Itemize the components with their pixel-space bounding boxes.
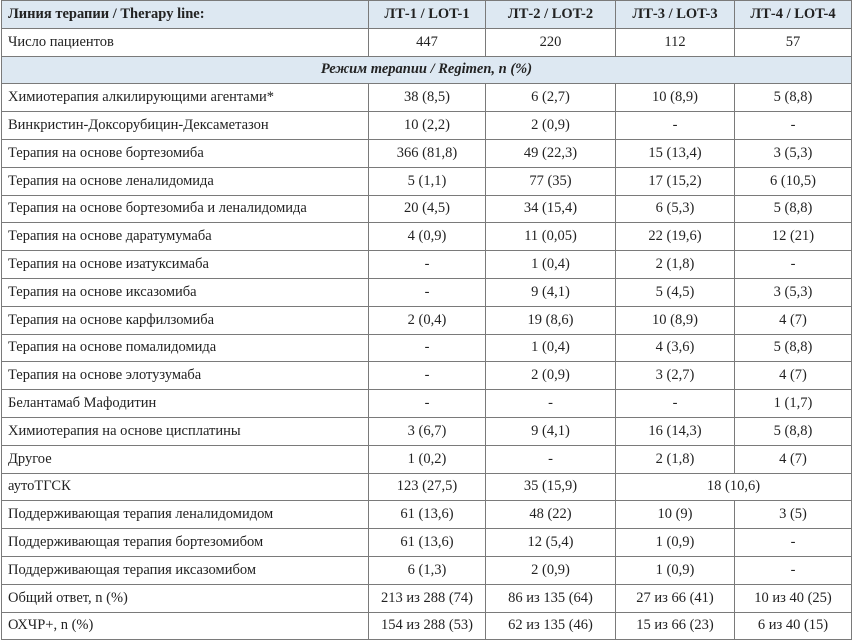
table-row [2,334,852,362]
row-value-lot-3: 17 (15,2) [616,167,735,195]
row-label: Поддерживающая терапия леналидомидом [2,501,369,529]
section-title: Режим терапии / Regimen, n (%) [2,56,852,84]
row-value-lot-4: 10 из 40 (25) [735,584,852,612]
row-value-lot-4: 5 (8,8) [735,417,852,445]
row-value-lot-3: 4 (3,6) [616,334,735,362]
table-row [2,112,852,140]
row-value-lot-4: - [735,112,852,140]
header-lot-1: ЛТ-1 / LOT-1 [369,1,486,29]
row-value-lot-4: - [735,556,852,584]
header-lot-2: ЛТ-2 / LOT-2 [486,1,616,29]
row-value-lot-3: - [616,390,735,418]
row-value-lot-4: 6 из 40 (15) [735,612,852,640]
row-value-lot-3: 15 (13,4) [616,139,735,167]
patients-lot-1: 447 [369,28,486,56]
row-value-lot-4: - [735,251,852,279]
table-row [2,306,852,334]
row-label: Общий ответ, n (%) [2,584,369,612]
patients-lot-3: 112 [616,28,735,56]
row-value-lot-2: 1 (0,4) [486,334,616,362]
header-lot-3: ЛТ-3 / LOT-3 [616,1,735,29]
row-value-lot-2: 6 (2,7) [486,84,616,112]
therapy-lines-table [1,0,852,640]
row-value-lot-3: 10 (8,9) [616,306,735,334]
row-label: Терапия на основе помалидомида [2,334,369,362]
row-value-lot-3: 5 (4,5) [616,278,735,306]
row-label: Другое [2,445,369,473]
row-value-lot-1: - [369,278,486,306]
patients-row [2,28,852,56]
header-label: Линия терапии / Therapy line: [2,1,369,29]
row-value-lot-2: 62 из 135 (46) [486,612,616,640]
row-label: Винкристин-Доксорубицин-Дексаметазон [2,112,369,140]
row-value-lot-2: 2 (0,9) [486,362,616,390]
row-value-lot-1: 2 (0,4) [369,306,486,334]
row-value-lot-1: 3 (6,7) [369,417,486,445]
row-value-lot-4: 4 (7) [735,362,852,390]
row-value-lot-3: 15 из 66 (23) [616,612,735,640]
row-label: Терапия на основе бортезомиба [2,139,369,167]
row-value-lot-2: 9 (4,1) [486,417,616,445]
row-value-lot-3: 1 (0,9) [616,529,735,557]
row-value-lot-1: 20 (4,5) [369,195,486,223]
row-value-lot-1: 1 (0,2) [369,445,486,473]
row-value-lot-4: 4 (7) [735,306,852,334]
row-value-lot-3: 2 (1,8) [616,445,735,473]
row-value-lot-3: 2 (1,8) [616,251,735,279]
row-value-lot-2: 49 (22,3) [486,139,616,167]
row-value-lot-4: 3 (5) [735,501,852,529]
section-row [2,56,852,84]
table-row [2,390,852,418]
row-value-lot-4: 3 (5,3) [735,278,852,306]
row-value-lot-1: 213 из 288 (74) [369,584,486,612]
row-value-lot-4: 4 (7) [735,445,852,473]
table-row [2,195,852,223]
row-value-lot-4: 6 (10,5) [735,167,852,195]
row-value-lot-4: 5 (8,8) [735,334,852,362]
table-row [2,501,852,529]
row-value-lot-1: 10 (2,2) [369,112,486,140]
table-row [2,584,852,612]
row-value-lot-4: 12 (21) [735,223,852,251]
row-value-lot-2: 2 (0,9) [486,112,616,140]
row-value-lot-2: 35 (15,9) [486,473,616,501]
row-value-lot-2: 1 (0,4) [486,251,616,279]
table-row [2,529,852,557]
table-row [2,84,852,112]
patients-lot-2: 220 [486,28,616,56]
table-row [2,278,852,306]
table-row [2,251,852,279]
row-value-lot-3: 16 (14,3) [616,417,735,445]
row-value-lot-1: - [369,362,486,390]
row-value-lot-1: 6 (1,3) [369,556,486,584]
row-label: Терапия на основе даратумумаба [2,223,369,251]
header-lot-4: ЛТ-4 / LOT-4 [735,1,852,29]
row-value-lot-2: 19 (8,6) [486,306,616,334]
table-row [2,362,852,390]
row-value-lot-1: 4 (0,9) [369,223,486,251]
patients-lot-4: 57 [735,28,852,56]
row-label: аутоТГСК [2,473,369,501]
row-value-lot-1: 38 (8,5) [369,84,486,112]
row-value-lot-1: 123 (27,5) [369,473,486,501]
row-value-lot-2: 86 из 135 (64) [486,584,616,612]
row-value-lot-2: 77 (35) [486,167,616,195]
row-value-lot-3-4: 18 (10,6) [616,473,852,501]
row-value-lot-3: 3 (2,7) [616,362,735,390]
table-row [2,417,852,445]
table-row [2,223,852,251]
row-label: Белантамаб Мафодитин [2,390,369,418]
row-value-lot-3: - [616,112,735,140]
table-row [2,612,852,640]
row-value-lot-2: 34 (15,4) [486,195,616,223]
row-value-lot-4: - [735,529,852,557]
row-label: Терапия на основе леналидомида [2,167,369,195]
table-row [2,167,852,195]
row-value-lot-1: - [369,251,486,279]
row-value-lot-1: 366 (81,8) [369,139,486,167]
row-value-lot-3: 6 (5,3) [616,195,735,223]
row-label: ОХЧР+, n (%) [2,612,369,640]
row-value-lot-4: 3 (5,3) [735,139,852,167]
row-label: Терапия на основе элотузумаба [2,362,369,390]
row-label: Поддерживающая терапия иксазомибом [2,556,369,584]
row-value-lot-3: 10 (8,9) [616,84,735,112]
row-value-lot-3: 10 (9) [616,501,735,529]
row-value-lot-4: 5 (8,8) [735,84,852,112]
row-value-lot-1: 61 (13,6) [369,501,486,529]
row-label: Терапия на основе изатуксимаба [2,251,369,279]
header-row [2,1,852,29]
patients-label: Число пациентов [2,28,369,56]
row-label: Терапия на основе иксазомиба [2,278,369,306]
table-row [2,139,852,167]
row-value-lot-2: - [486,445,616,473]
row-value-lot-2: 9 (4,1) [486,278,616,306]
row-label: Химиотерапия алкилирующими агентами* [2,84,369,112]
row-value-lot-2: 11 (0,05) [486,223,616,251]
row-value-lot-2: 48 (22) [486,501,616,529]
row-value-lot-1: 5 (1,1) [369,167,486,195]
row-value-lot-3: 22 (19,6) [616,223,735,251]
row-label: Терапия на основе бортезомиба и леналидомида [2,195,369,223]
row-label: Поддерживающая терапия бортезомибом [2,529,369,557]
row-value-lot-2: - [486,390,616,418]
row-value-lot-2: 2 (0,9) [486,556,616,584]
row-value-lot-3: 27 из 66 (41) [616,584,735,612]
table-row-auto-tgsk [2,473,852,501]
row-label: Химиотерапия на основе цисплатины [2,417,369,445]
row-value-lot-1: 154 из 288 (53) [369,612,486,640]
row-value-lot-4: 5 (8,8) [735,195,852,223]
row-value-lot-1: 61 (13,6) [369,529,486,557]
row-value-lot-4: 1 (1,7) [735,390,852,418]
row-value-lot-1: - [369,334,486,362]
row-value-lot-1: - [369,390,486,418]
table-row [2,556,852,584]
table-row [2,445,852,473]
row-value-lot-2: 12 (5,4) [486,529,616,557]
row-value-lot-3: 1 (0,9) [616,556,735,584]
row-label: Терапия на основе карфилзомиба [2,306,369,334]
